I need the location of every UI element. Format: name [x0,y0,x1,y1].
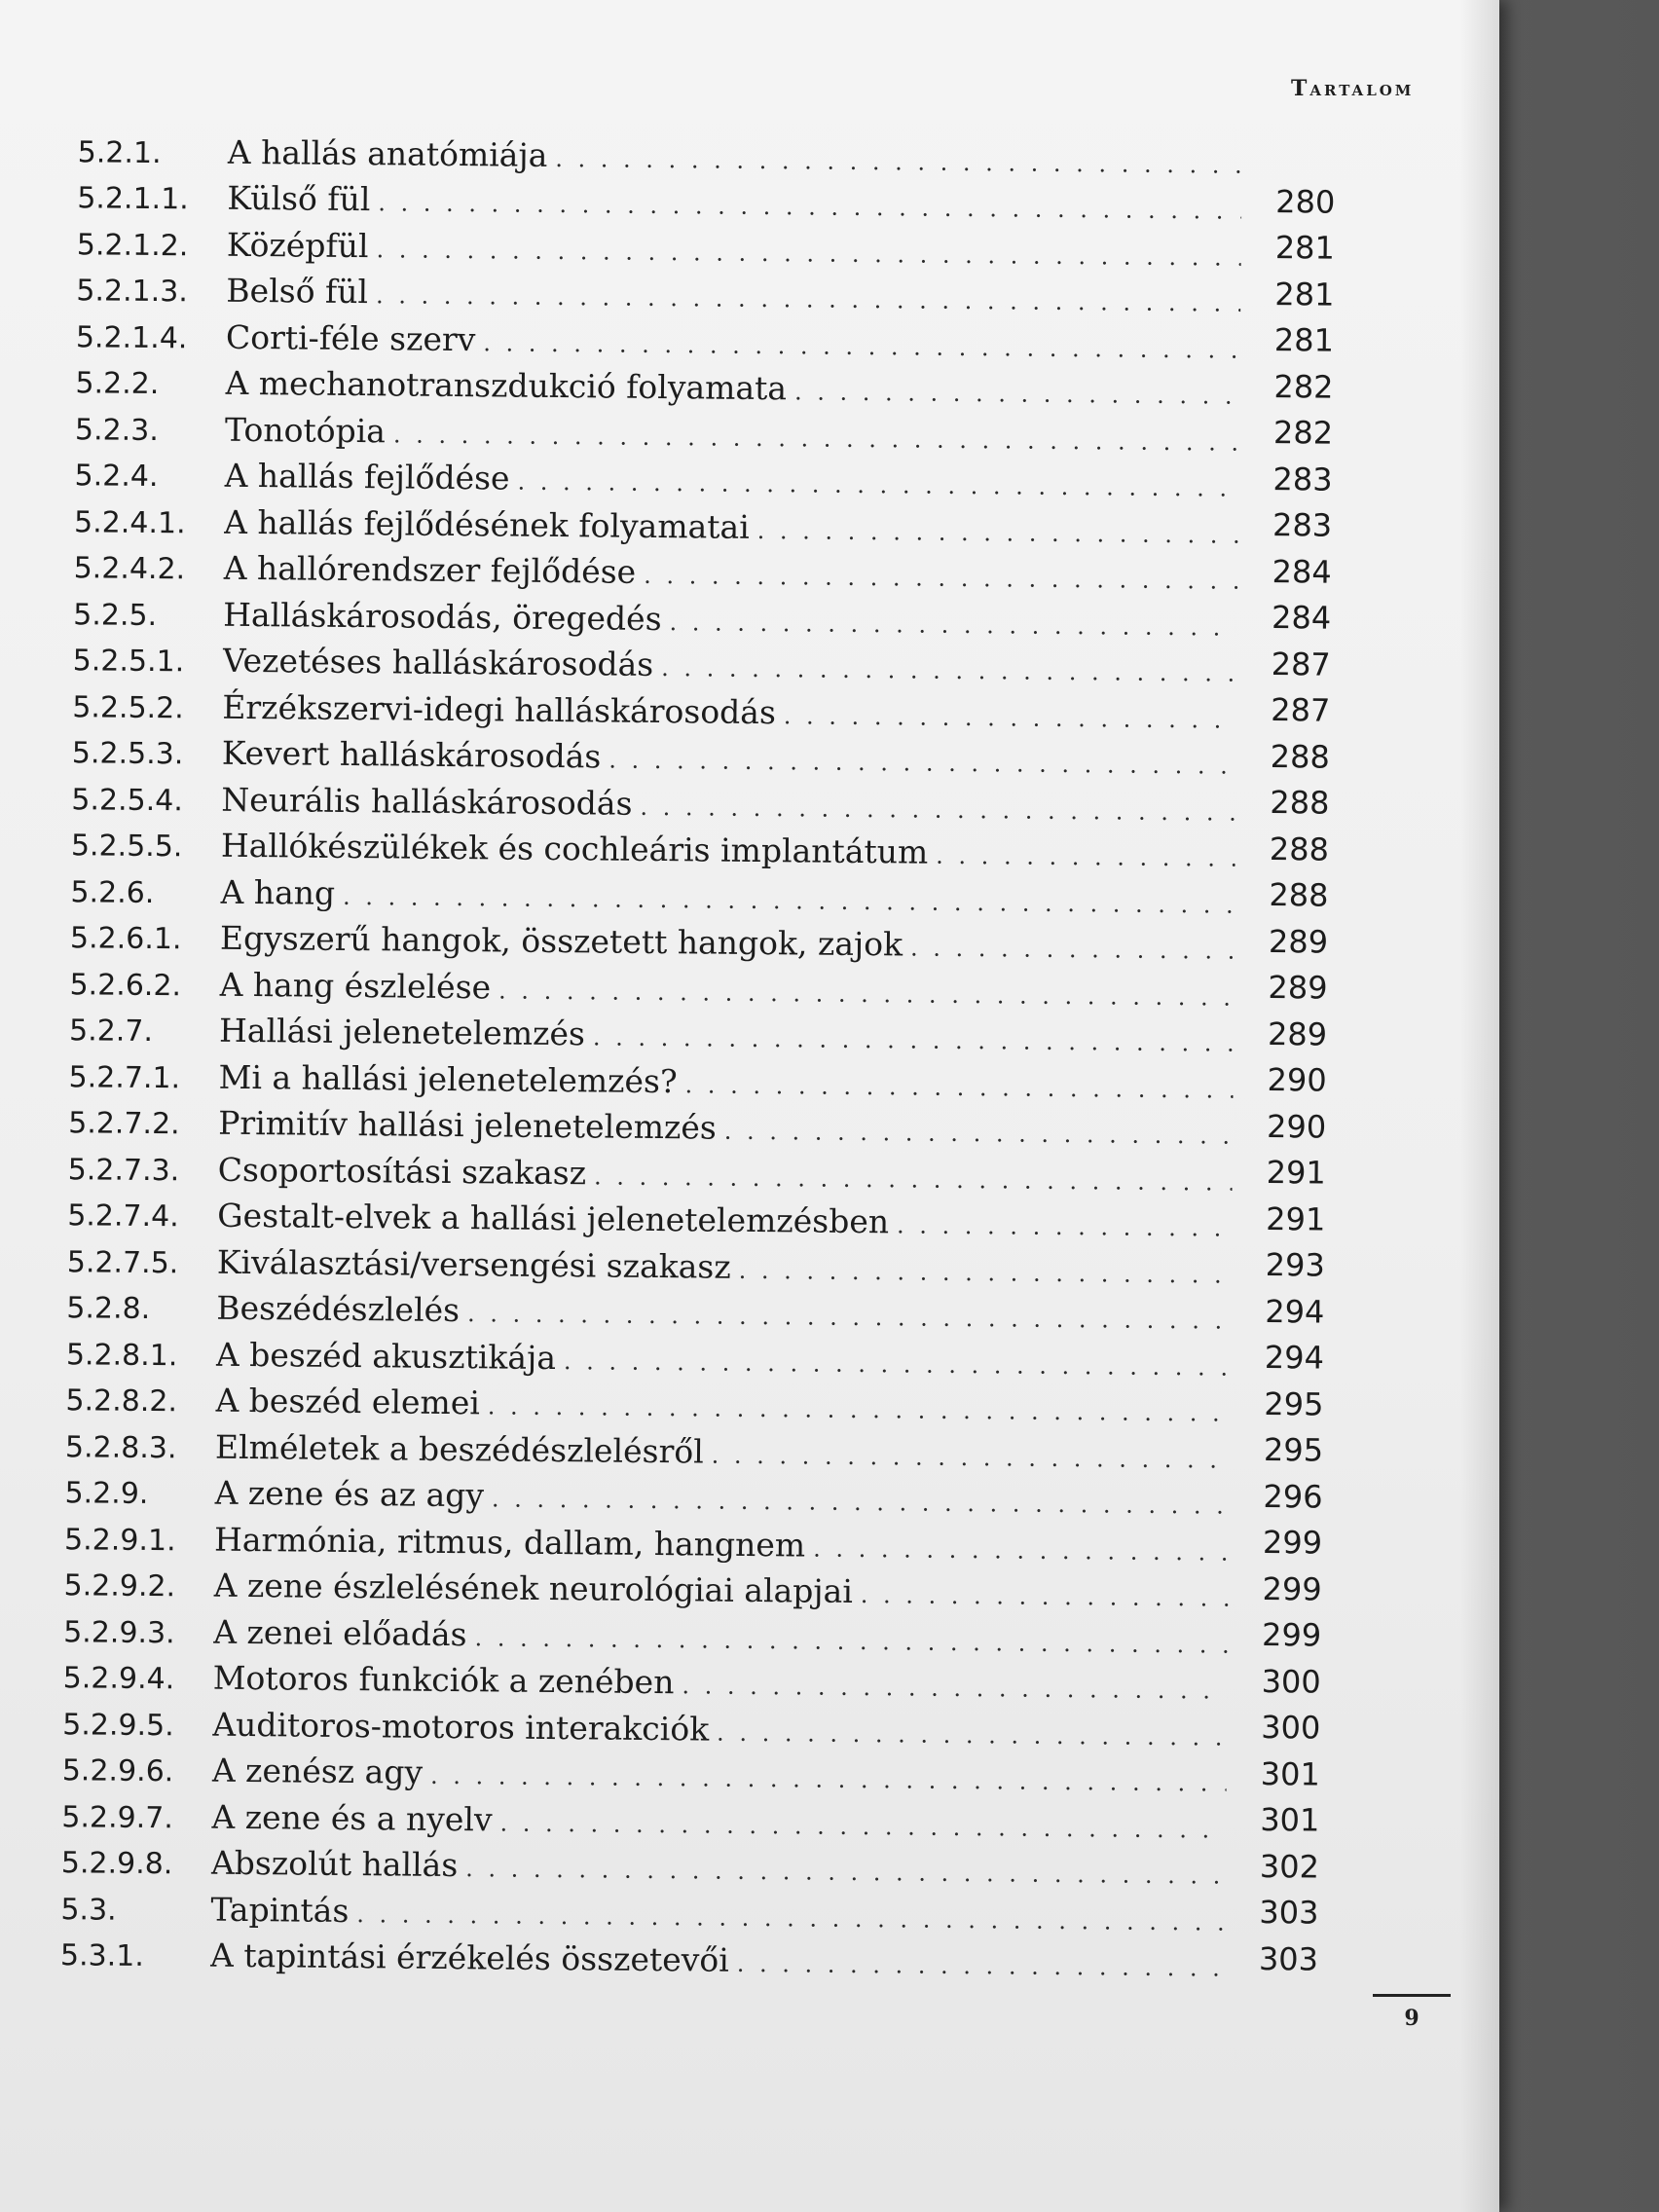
section-title: Csoportosítási szakasz [217,1150,587,1192]
section-title: A tapintási érzékelés összetevői [209,1936,730,1979]
dot-leader [376,281,1241,317]
section-title: A hallás anatómiája [227,132,548,174]
section-title: Neurális halláskárosodás [221,780,633,823]
dot-leader [498,977,1235,1011]
section-title: Harmónia, ritmus, dallam, hangnem [213,1520,806,1565]
dot-leader [813,1534,1229,1566]
section-title: A hallás fejlődésének folyamatai [223,502,750,546]
section-number: 5.2.7.3. [67,1152,180,1188]
page-number: 287 [1271,645,1331,683]
section-title: Egyszerű hangok, összetett hangok, zajok [219,918,903,964]
section-number: 5.2.6.2. [69,967,182,1003]
section-title: Külső fül [227,178,371,219]
section-number: 5.3.1. [59,1938,145,1974]
section-title: Hallókészülékek és cochleáris implantátum [220,826,929,871]
section-number: 5.2.1.1. [77,181,189,217]
dot-leader [517,468,1238,502]
section-title: A zenész agy [211,1751,424,1791]
entry-leader [225,364,1239,412]
section-title: Kevert halláskárosodás [221,733,602,776]
page-number: 302 [1259,1847,1320,1886]
section-title: A zene észlelésének neurológiai alapjai [213,1566,854,1610]
folio-page-number: 9 [1404,2006,1419,2031]
section-title: Primitív hallási jelenetelemzés [218,1103,718,1147]
page-number: 281 [1273,321,1335,359]
section-title: Vezetéses halláskárosodás [222,641,654,683]
section-title: A mechanotranszdukció folyamata [225,363,788,408]
page-number: 281 [1274,275,1335,313]
entry-leader [214,1474,1229,1522]
entry-leader [215,1382,1230,1429]
dot-leader [685,1071,1234,1103]
entry-leader [224,457,1238,504]
section-number: 5.2.3. [74,412,160,448]
section-number: 5.2.1. [77,134,162,170]
entry-leader [211,1797,1226,1845]
section-title: Beszédészlelés [216,1288,461,1330]
page-number: 299 [1262,1524,1323,1562]
dot-leader [593,1023,1234,1056]
page-number: 287 [1271,691,1331,729]
entry-leader [218,1057,1233,1105]
entry-leader [219,1012,1234,1059]
entry-leader [228,132,1242,180]
section-title: A hallás fejlődése [224,456,510,498]
page-number: 288 [1270,737,1331,776]
section-title: A hang [220,872,336,912]
entry-leader [218,1104,1233,1152]
entry-leader [217,1242,1232,1290]
entry-leader [214,1520,1229,1567]
page-number: 288 [1269,830,1330,868]
entry-leader [225,410,1239,458]
entry-leader [221,780,1235,828]
entry-leader [224,502,1238,550]
section-title: Gestalt-elvek a hallási jelenetelemzésben [217,1196,890,1241]
section-number: 5.2.8.2. [65,1383,178,1419]
entry-leader [215,1427,1230,1475]
page-number: 282 [1272,414,1334,452]
section-number: 5.2.9. [64,1476,149,1512]
table-of-contents [33,129,1336,1991]
entry-leader [210,1890,1225,1937]
section-title: A zenei előadás [213,1612,467,1653]
section-title: Mi a hallási jelenetelemzés? [218,1057,678,1100]
page-number: 290 [1266,1107,1327,1146]
page-number: 284 [1271,599,1332,637]
section-title: A zene és a nyelv [211,1797,493,1838]
section-number: 5.2.5.4. [71,782,184,818]
dot-leader [488,1392,1231,1426]
page-number: 295 [1263,1431,1324,1469]
page-number: 300 [1261,1662,1321,1701]
section-title: Érzékszervi-idegi halláskárosodás [222,687,777,731]
section-number: 5.2.8. [66,1291,151,1327]
page-number: 283 [1272,506,1333,544]
dot-leader [555,144,1242,178]
dot-leader [465,1855,1226,1889]
section-number: 5.2.9.1. [63,1522,176,1558]
dot-leader [594,1162,1233,1196]
page-number: 295 [1264,1384,1324,1423]
section-title: A hallórendszer fejlődése [223,548,637,591]
section-title: Halláskárosodás, öregedés [223,595,662,638]
dot-leader [430,1762,1227,1797]
entry-leader [221,827,1235,874]
dot-leader [784,702,1237,733]
dot-leader [356,1900,1225,1936]
section-number: 5.2.8.3. [64,1429,177,1465]
section-number: 5.2.5.5. [70,829,183,865]
dot-leader [393,421,1239,456]
dot-leader [682,1672,1228,1704]
section-number: 5.2.9.3. [63,1614,175,1650]
section-number: 5.2.7.5. [66,1244,179,1280]
page-number: 293 [1265,1246,1326,1284]
page-number: 282 [1273,367,1334,406]
entry-leader [216,1335,1231,1382]
dot-leader [499,1809,1226,1843]
page-number: 280 [1275,182,1336,221]
section-number: 5.2.5.1. [72,644,185,680]
section-title: A beszéd elemei [215,1381,481,1422]
page-number: 283 [1272,460,1333,498]
dot-leader [757,516,1239,548]
running-head: Tartalom [1291,76,1415,101]
page-number: 290 [1267,1061,1327,1099]
dot-leader [661,654,1237,687]
section-number: 5.2.1.2. [76,227,189,263]
section-number: 5.2.1.4. [75,319,188,355]
entry-leader [222,687,1236,735]
page-number: 299 [1261,1616,1322,1654]
entry-leader [223,642,1237,689]
dot-leader [474,1624,1228,1658]
entry-leader [217,1197,1232,1244]
section-title: Kiválasztási/versengési szakasz [216,1242,731,1286]
section-number: 5.2.9.6. [61,1753,174,1789]
section-number: 5.2.6. [70,874,155,910]
entry-leader [220,872,1235,920]
entry-leader [223,549,1237,597]
page-number: 296 [1263,1477,1323,1516]
page-number: 288 [1269,876,1329,914]
entry-leader [223,595,1237,643]
dot-leader [644,562,1238,595]
entry-leader [213,1612,1228,1660]
dot-leader [737,1950,1225,1982]
section-title: Corti-féle szerv [225,317,476,358]
dot-leader [712,1441,1230,1473]
section-title: A zene és az agy [214,1473,485,1515]
dot-leader [724,1118,1234,1150]
page-number: 294 [1264,1339,1325,1377]
dot-leader [492,1485,1230,1519]
entry-leader [227,225,1241,273]
section-title: A hang észlelése [219,965,492,1006]
page-number: 301 [1260,1754,1321,1793]
section-number: 5.2.1.3. [76,274,189,310]
page-number: 291 [1266,1199,1326,1238]
section-number: 5.2.9.7. [61,1799,174,1835]
section-title: Abszolút hallás [210,1843,459,1885]
section-number: 5.2.7.1. [68,1059,181,1095]
section-number: 5.2.7.2. [68,1106,180,1142]
section-number: 5.2.9.2. [63,1568,176,1604]
dot-leader [897,1211,1232,1241]
section-title: Tapintás [210,1890,350,1930]
dot-leader [739,1256,1232,1288]
entry-leader [213,1659,1228,1707]
page-number: 294 [1265,1292,1325,1331]
dot-leader [564,1347,1231,1382]
folio-rule [1373,1994,1451,1997]
section-number: 5.3. [60,1892,117,1928]
dot-leader [467,1300,1232,1335]
section-number: 5.2.4. [74,459,159,495]
section-number: 5.2.4.2. [73,551,186,587]
section-number: 5.2.2. [75,366,160,402]
page-number: 289 [1267,1014,1328,1053]
entry-leader [211,1844,1226,1892]
dot-leader [861,1581,1229,1612]
section-number: 5.2.5.2. [72,689,184,725]
entry-leader [220,919,1235,967]
page-number: 281 [1274,229,1336,267]
page-number: 288 [1270,784,1330,822]
section-number: 5.2.6.1. [69,921,182,957]
section-number: 5.2.9.4. [62,1661,175,1697]
page-number: 289 [1268,922,1329,961]
section-number: 5.2.4.1. [73,504,186,540]
dot-leader [794,378,1240,409]
page-number: 284 [1272,552,1332,591]
dot-leader [669,608,1237,642]
page-number: 301 [1260,1801,1320,1839]
section-number: 5.2.5.3. [71,736,184,772]
entry-leader [216,1289,1231,1337]
section-number: 5.2.7. [68,1014,154,1050]
section-title: Motoros funkciók a zenében [212,1658,675,1702]
entry-leader [219,965,1234,1013]
dot-leader [910,935,1235,965]
dot-leader [608,747,1236,780]
dot-leader [640,793,1235,826]
entry-leader [226,317,1240,365]
page-number: 299 [1262,1569,1322,1608]
entry-leader [212,1751,1227,1799]
entry-leader [218,1150,1233,1198]
section-title: Középfül [226,225,369,265]
section-number: 5.2.5. [73,597,158,633]
entry-leader [213,1567,1228,1614]
section-number: 5.2.9.8. [60,1846,173,1882]
page-number: 300 [1261,1709,1321,1747]
section-number: 5.2.7.4. [67,1198,179,1235]
section-title: A beszéd akusztikája [215,1335,557,1377]
entry-leader [226,272,1240,319]
page-number: 303 [1258,1939,1319,1978]
section-title: Elméletek a beszédészlelésről [214,1427,704,1471]
section-number: 5.2.8.1. [65,1337,178,1373]
section-title: Auditoros-motoros interakciók [212,1705,710,1749]
section-number: 5.2.9.5. [62,1707,174,1743]
section-title: Hallási jelenetelemzés [218,1011,586,1053]
dot-leader [376,236,1241,272]
page-number: 291 [1266,1154,1326,1192]
entry-leader [227,179,1241,227]
dot-leader [483,329,1240,363]
dot-leader [717,1718,1227,1751]
entry-leader [210,1936,1225,1984]
page-number: 289 [1268,969,1328,1007]
dot-leader [343,882,1235,918]
dot-leader [378,189,1241,225]
entry-leader [212,1705,1227,1752]
section-title: Belső fül [226,271,369,312]
page-number: 303 [1259,1894,1319,1932]
section-title: Tonotópia [224,410,387,450]
entry-leader [222,734,1236,782]
dot-leader [936,842,1235,872]
